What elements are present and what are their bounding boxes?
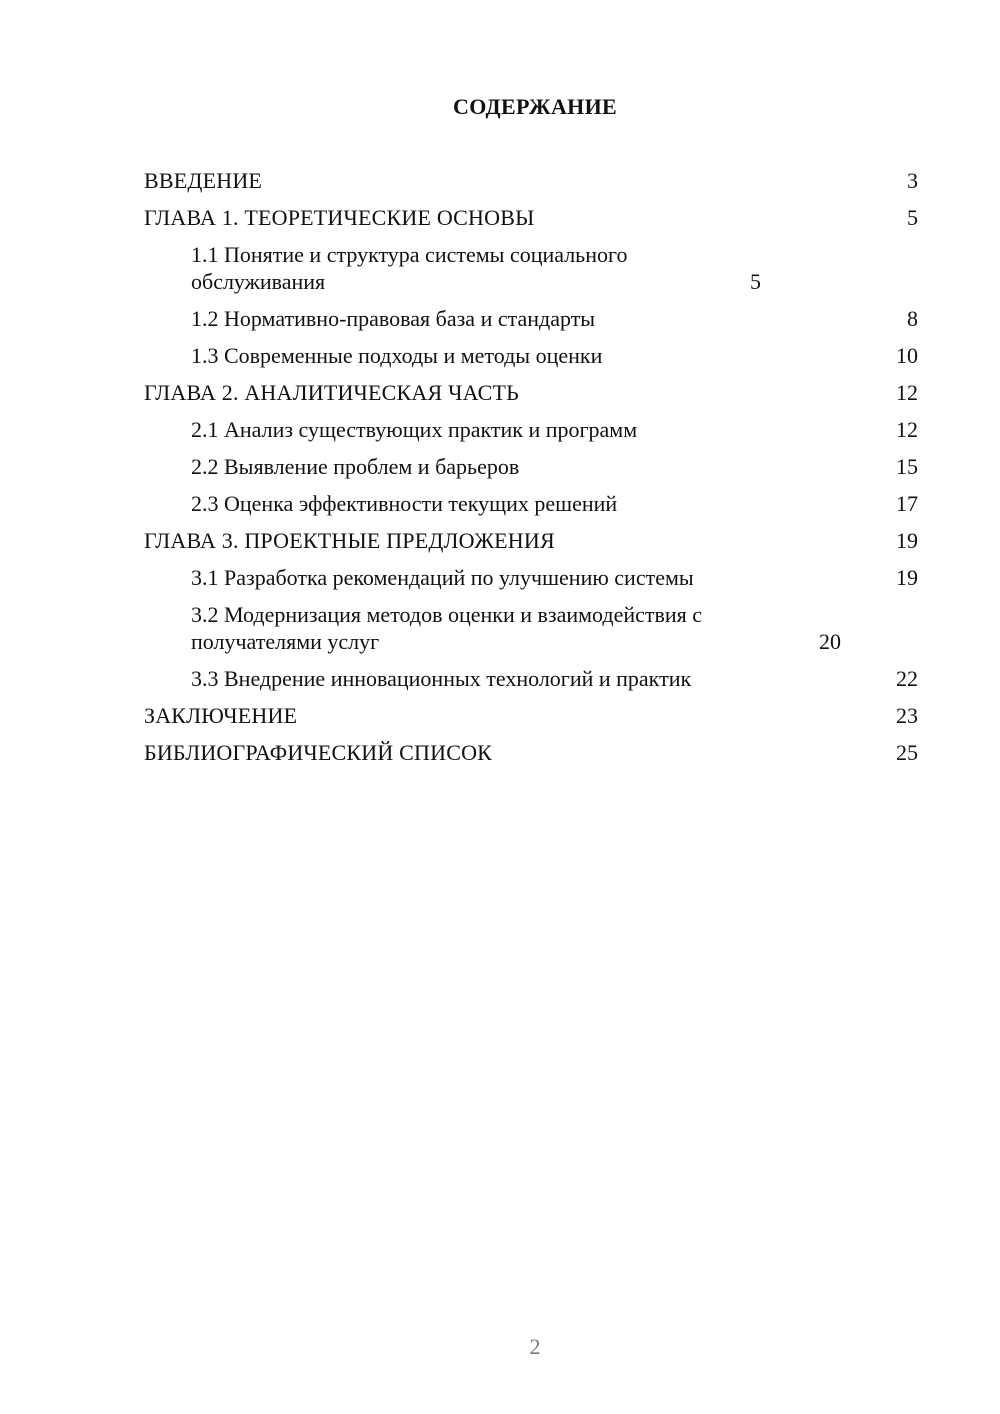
toc-item[interactable] <box>144 601 918 655</box>
toc-item-page: 23 <box>896 703 918 728</box>
toc-item-page: 19 <box>896 528 918 553</box>
toc-item-label: 2.3 Оценка эффективности текущих решений <box>191 491 618 516</box>
toc-item-page: 15 <box>896 454 918 479</box>
toc-item-label: 3.2 Модернизация методов оценки и взаимодействия с получателями услуг <box>191 602 703 654</box>
toc-item-page: 17 <box>896 491 918 516</box>
page-number: 2 <box>529 1334 541 1359</box>
toc-item-page: 8 <box>907 306 918 331</box>
toc-item-page: 25 <box>896 740 918 765</box>
toc-item[interactable] <box>144 416 918 443</box>
toc-item[interactable] <box>144 379 918 406</box>
toc-item-page: 12 <box>896 417 918 442</box>
toc-item-label: 1.2 Нормативно-правовая база и стандарты <box>191 306 596 331</box>
toc-item[interactable] <box>144 241 918 295</box>
toc-item-page: 20 <box>819 629 841 654</box>
toc-item[interactable] <box>144 490 918 517</box>
toc-item[interactable] <box>144 453 918 480</box>
toc-item-page: 5 <box>907 205 918 230</box>
toc-item[interactable] <box>144 167 918 194</box>
toc-item[interactable] <box>144 342 918 369</box>
toc-item-label: 1.3 Современные подходы и методы оценки <box>191 343 603 368</box>
toc-item[interactable] <box>144 665 918 692</box>
toc-item-page: 3 <box>907 168 918 193</box>
toc-item-page: 12 <box>896 380 918 405</box>
toc-item-label: ГЛАВА 1. ТЕОРЕТИЧЕСКИЕ ОСНОВЫ <box>144 205 535 230</box>
toc-item-page: 22 <box>896 666 918 691</box>
toc-item[interactable] <box>144 204 918 231</box>
toc-item-label: 2.2 Выявление проблем и барьеров <box>191 454 520 479</box>
toc-item-label: 3.3 Внедрение инновационных технологий и практик <box>191 666 692 691</box>
toc-item-page: 10 <box>896 343 918 368</box>
toc-item[interactable] <box>144 739 918 766</box>
toc-item-label: 1.1 Понятие и структура системы социального обслуживания <box>191 242 628 294</box>
toc-item[interactable] <box>144 527 918 554</box>
toc-item-label: ВВЕДЕНИЕ <box>144 168 263 193</box>
toc-item-label: ГЛАВА 3. ПРОЕКТНЫЕ ПРЕДЛОЖЕНИЯ <box>144 528 555 553</box>
toc-item-page: 19 <box>896 565 918 590</box>
toc-item[interactable] <box>144 305 918 332</box>
toc-item-label: 3.1 Разработка рекомендаций по улучшению системы <box>191 565 694 590</box>
toc-item-page: 5 <box>750 269 761 294</box>
toc-item-label: ГЛАВА 2. АНАЛИТИЧЕСКАЯ ЧАСТЬ <box>144 380 519 405</box>
toc-item[interactable] <box>144 564 918 591</box>
toc-item[interactable] <box>144 702 918 729</box>
table-of-contents <box>144 167 918 776</box>
toc-item-label: ЗАКЛЮЧЕНИЕ <box>144 703 298 728</box>
toc-title: СОДЕРЖАНИЕ <box>453 94 617 119</box>
toc-item-label: БИБЛИОГРАФИЧЕСКИЙ СПИСОК <box>144 740 493 765</box>
toc-item-label: 2.1 Анализ существующих практик и программ <box>191 417 638 442</box>
